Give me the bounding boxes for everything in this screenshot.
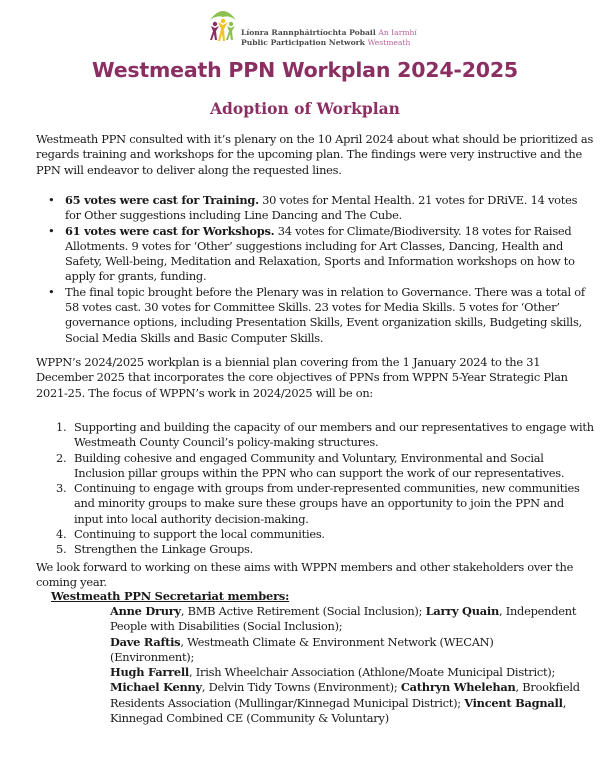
bullet-icon: •: [48, 223, 55, 238]
member-detail: , Kinnegad Combined CE (Community & Voluntary): [110, 695, 567, 726]
bullet-icon: •: [48, 284, 55, 299]
bullet-bold: 65 votes were cast for Training.: [65, 193, 259, 207]
focus-item-text: Strengthen the Linkage Groups.: [74, 542, 253, 557]
logo-line2-accent: Westmeath: [367, 38, 411, 47]
member-name: Dave Raftis: [110, 634, 181, 649]
intro-paragraph: Westmeath PPN consulted with it’s plenary on the 10 April 2024 about what should be prioritized as regards training and workshops for the upcoming plan. The findings were very instructive and the PPN will endeavor to deliver along the requested lines.: [36, 132, 594, 177]
bullet-text: The final topic brought before the Plenary was in relation to Governance. There was a total of 58 votes cast. 30 votes for Committee Skills. 23 votes for Media Skills. 5 votes for ‘Other’ governance options, including Presentation Skills, Event organization skills, Budgeting skills, Social Media Skills and Basic Computer Skills.: [65, 284, 585, 345]
focus-item: [36, 420, 596, 451]
secretariat-heading: Westmeath PPN Secretariat members:: [51, 589, 290, 603]
document-subtitle: Adoption of Workplan: [210, 99, 400, 118]
workplan-paragraph: WPPN’s 2024/2025 workplan is a biennial plan covering from the 1 January 2024 to the 31 December 2025 that incorporates the core objectives of PPNs from WPPN 5-Year Strategic Plan 2021-25. The focus of WPPN’s work in 2024/2025 will be on:: [36, 355, 568, 400]
bullet-bold: 61 votes were cast for Workshops.: [65, 223, 275, 238]
member-name: Vincent Bagnall: [464, 695, 563, 710]
focus-item: [36, 481, 596, 527]
member-name: Cathryn Whelehan: [400, 680, 516, 695]
member-name: Anne Drury: [110, 604, 181, 618]
ppn-logo-text: [241, 28, 417, 48]
logo-line1-main: Líonra Rannpháirtíochta Pobail: [241, 28, 376, 37]
member-name: Michael Kenny: [110, 680, 202, 695]
member-name: Larry Quain: [425, 604, 499, 618]
secretariat-member: [110, 635, 494, 664]
secretariat-member: [110, 604, 426, 618]
votes-bullet-list: [36, 193, 596, 346]
bullet-item: [36, 193, 596, 224]
bullet-icon: •: [48, 193, 55, 207]
bullet-text: 34 votes for Climate/Biodiversity. 18 votes for Raised Allotments. 9 votes for ‘Other’ suggestions including for Art Classes, Dancing, Health and Safety, Well-being, Meditation and Relaxation, Sports and Information workshops on how to apply for grants, funding.: [65, 223, 575, 284]
logo-line1-accent: An Iarmhí: [378, 28, 417, 37]
focus-item-number: 2.: [56, 450, 67, 465]
member-detail: , Irish Wheelchair Association (Athlone/Moate Municipal District);: [189, 665, 556, 680]
member-detail: , Delvin Tidy Towns (Environment);: [201, 680, 401, 695]
closing-paragraph: We look forward to working on these aims with WPPN members and other stakeholders over the coming year.: [36, 560, 574, 590]
focus-item: [36, 542, 596, 557]
secretariat-members: [110, 604, 580, 726]
bullet-text: 30 votes for Mental Health. 21 votes for DRiVE. 14 votes for Other suggestions including Line Dancing and The Cube.: [65, 193, 578, 223]
ppn-logo-icon: [207, 4, 239, 44]
member-detail: , Westmeath Climate & Environment Network (WECAN) (Environment);: [110, 634, 494, 664]
focus-item-text: Continuing to engage with groups from under-represented communities, new communities and minority groups to make sure these groups have an opportunity to join the PPN and input into local authority decision-making.: [74, 481, 580, 526]
logo-line2-main: Public Participation Network: [241, 38, 365, 47]
member-detail: , Brookfield Residents Association (Mullingar/Kinnegad Municipal District);: [110, 680, 580, 710]
focus-item-number: 3.: [56, 481, 67, 496]
focus-item-text: Continuing to support the local communities.: [74, 527, 325, 542]
member-detail: , BMB Active Retirement (Social Inclusion);: [180, 604, 426, 618]
bullet-item: [36, 285, 596, 346]
focus-item-text: Building cohesive and engaged Community and Voluntary, Environmental and Social Inclusion pillar groups within the PPN who can support the work of our representatives.: [74, 450, 565, 480]
focus-item-number: 5.: [56, 542, 67, 557]
document-title: Westmeath PPN Workplan 2024-2025: [92, 58, 518, 82]
focus-item-text: Supporting and building the capacity of our members and our representatives to engage with Westmeath County Council’s policy-making structures.: [74, 420, 594, 450]
focus-item-number: 1.: [56, 420, 67, 434]
member-detail: , Independent People with Disabilities (Social Inclusion);: [110, 604, 577, 634]
ppn-logo: [207, 2, 447, 52]
secretariat-member: [110, 665, 555, 679]
secretariat-member: [110, 680, 401, 694]
member-name: Hugh Farrell: [110, 665, 190, 680]
focus-item-number: 4.: [56, 527, 67, 542]
bullet-item: [36, 224, 596, 285]
focus-item: [36, 527, 596, 542]
focus-numbered-list: [36, 420, 596, 558]
focus-item: [36, 451, 596, 482]
